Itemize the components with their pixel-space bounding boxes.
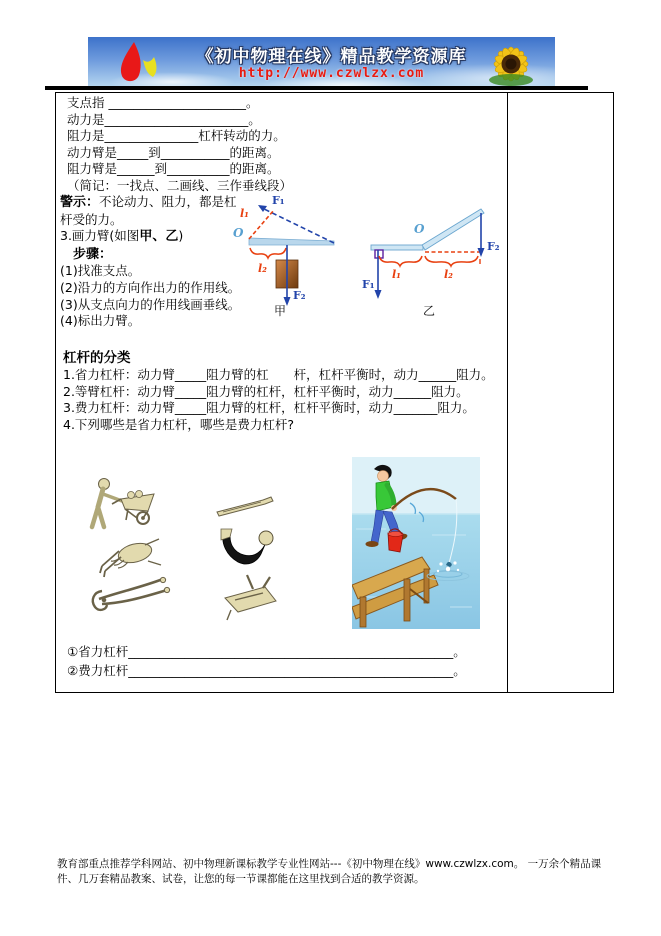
f1-arrowhead <box>375 290 382 299</box>
definition-line: 动力臂是_____到___________的距离。 <box>67 144 280 160</box>
definition-line: 动力是_______________________。 <box>67 111 261 127</box>
lever-bar-horizontal <box>371 245 423 250</box>
step-line: (4)标出力臂。 <box>60 313 141 329</box>
definition-line: 阻力臂是______到__________的距离。 <box>67 161 280 177</box>
l1-dashed-line <box>249 210 274 239</box>
classification-item: 1.省力杠杆：动力臂_____阻力臂的杠 杆，杠杆平衡时，动力______阻力。 <box>63 367 494 382</box>
wheelbarrow-illustration <box>92 479 154 528</box>
f2-label: F₂ <box>293 289 306 302</box>
banner-url-link[interactable]: http://www.czwlzx.com <box>238 66 425 81</box>
definition-line: （简记：一找点、二画线、三作垂线段） <box>67 177 293 193</box>
worksheet-table <box>55 92 614 693</box>
logo-yellow-check <box>143 57 157 77</box>
answer-line-1: ①省力杠杆____________________________________________________。 <box>67 644 466 659</box>
table-cell-empty <box>508 93 613 692</box>
f1-label: F₁ <box>362 278 375 291</box>
footer-promo-text: 教育部重点推荐学科网站、初中物理新课标教学专业性网站---《初中物理在线》www.czwlzx.com。 一万余个精品课件、几万套精品教案、试卷，让您的每一节课都能在这里找到合适的教学资源。 <box>57 858 602 885</box>
l1-label: l₁ <box>240 207 249 220</box>
banner-title: 《初中物理在线》精品教学资源库 <box>196 47 467 67</box>
f1-label: F₁ <box>272 194 285 207</box>
hand-clamp-illustration <box>100 539 161 577</box>
tools-illustration <box>81 461 301 629</box>
answer-line-2: ②费力杠杆____________________________________________________。 <box>67 663 466 678</box>
step-line: (3)从支点向力的作用线画垂线。 <box>60 296 241 312</box>
logo-red-flame <box>121 42 141 81</box>
lever-diagram-jia <box>230 192 335 319</box>
classification-item: 3.费力杠杆：动力臂_____阻力臂的杠杆，杠杆平衡时，动力_______阻力。 <box>63 400 475 416</box>
draw-arm-line: 3.画力臂(如图甲、乙) <box>60 228 184 245</box>
step-line: (2)沿力的方向作出力的作用线。 <box>60 279 241 295</box>
step-line: (1)找准支点。 <box>60 263 141 279</box>
l2-label: l₂ <box>444 268 453 281</box>
table-cell-content <box>56 93 508 692</box>
f2-label: F₂ <box>487 240 500 253</box>
red-bucket <box>388 529 403 552</box>
lever-bar-angled <box>422 209 484 250</box>
sky <box>352 457 480 514</box>
l1-brace <box>379 256 422 266</box>
fulcrum-label: O <box>414 222 425 236</box>
site-logo-icon <box>110 40 170 86</box>
horizontal-rule <box>45 86 588 90</box>
l2-label: l₂ <box>258 262 267 275</box>
answer-lines <box>67 642 466 680</box>
sunflower-icon <box>469 38 549 87</box>
fishing-scene-illustration <box>352 457 480 629</box>
definition-line: 支点指 ______________________。 <box>67 95 259 110</box>
classification-heading: 杠杆的分类 <box>63 350 131 366</box>
force-arm-steps <box>60 194 242 330</box>
bottle-opener-illustration <box>225 575 276 620</box>
warning-label: 警示： <box>60 195 100 210</box>
lever-bar <box>249 238 334 245</box>
warning-text: 不论动力、阻力，都是杠杆受的力。 <box>60 194 237 227</box>
file-illustration <box>217 497 273 516</box>
lever-classification <box>63 349 494 433</box>
l2-brace <box>250 248 286 258</box>
lever-definitions <box>67 95 292 195</box>
l2-brace <box>425 256 478 266</box>
pincers-illustration <box>93 577 170 609</box>
fulcrum-label: O <box>233 226 244 240</box>
definition-line: 阻力是_______________杠杆转动的力。 <box>67 128 286 144</box>
lever-diagram-yi <box>362 207 500 319</box>
diagram-caption: 乙 <box>423 304 436 318</box>
f1-arrowhead <box>258 205 267 212</box>
site-banner <box>88 37 555 89</box>
classification-item: 4.下列哪些是省力杠杆，哪些是费力杠杆? <box>63 416 295 432</box>
steps-label: 步骤： <box>60 246 113 262</box>
classification-item: 2.等臂杠杆：动力臂_____阻力臂的杠杆，杠杆平衡时，动力______阻力。 <box>63 383 469 399</box>
warning-line <box>60 194 242 228</box>
flexed-arm-illustration <box>221 529 273 564</box>
l1-label: l₁ <box>392 268 401 281</box>
diagram-caption: 甲 <box>274 304 287 318</box>
